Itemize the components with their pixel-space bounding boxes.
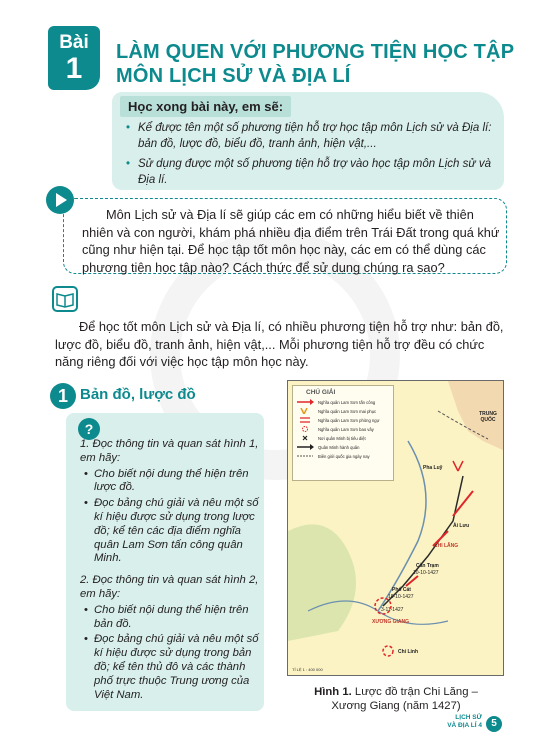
map-label-can-tram: Cần Trạm xyxy=(416,563,439,569)
march-arrow-icon xyxy=(296,444,314,450)
map-label-ai-luu: Ải Lưu xyxy=(453,523,470,529)
start-hand-icon xyxy=(46,186,74,214)
map-label-xuong-giang: XƯƠNG GIANG xyxy=(372,619,410,625)
border-line-icon xyxy=(296,453,314,459)
siege-icon xyxy=(296,426,314,432)
question-2-sub: • Cho biết nội dung thể hiện trên bản đồ. xyxy=(80,604,262,632)
section-title: Bản đồ, lược đồ xyxy=(80,386,196,403)
title-line-1: LÀM QUEN VỚI PHƯƠNG TIỆN HỌC TẬP xyxy=(116,41,515,63)
battle-map xyxy=(287,380,504,676)
question-1-sub: • Đọc bảng chú giải và nêu một số kí hiệu được sử dụng trong lược đồ; kể tên các địa điểm nghĩa quân Lam Sơn tấn công quân Minh. xyxy=(80,497,262,566)
lesson-number: 1 xyxy=(65,52,83,85)
question-1-sub: • Cho biết nội dung thể hiện trên lược đồ. xyxy=(80,468,262,496)
map-label-pho-cat-date: 18-10-1427 xyxy=(388,594,414,600)
objectives-list xyxy=(126,120,492,192)
map-scale: TỈ LỆ 1 : 400 000 xyxy=(292,667,323,672)
legend-row: Nghĩa quân Lam Sơn bao vây xyxy=(296,426,390,432)
destroyed-cross-icon xyxy=(296,435,314,441)
legend-row: Nghĩa quân Lam Sơn tấn công xyxy=(296,399,390,405)
figure-caption xyxy=(298,686,494,713)
legend-row: Nghĩa quân Lam Sơn mai phục xyxy=(296,408,390,414)
map-label-chi-linh: Chí Linh xyxy=(398,649,418,655)
lesson-badge xyxy=(48,26,100,90)
objective-item: • Sử dụng được một số phương tiện hỗ trợ vào học tập môn Lịch sử và Địa lí. xyxy=(126,156,492,188)
map-label-pho-cat: Phố Cát xyxy=(392,587,411,593)
legend-row: Nghĩa quân Lam Sơn phòng ngự xyxy=(296,417,390,423)
map-label-trung-quoc: TRUNG QUỐC xyxy=(479,411,497,423)
lesson-title xyxy=(116,40,516,88)
intro-paragraph: Để học tốt môn Lịch sử và Địa lí, có nhiều phương tiện hỗ trợ như: bản đồ, lược đồ, biểu đồ, tranh ảnh, hiện vật,... Mỗi phương tiện hỗ trợ đều có chức năng riêng đối với việc học tập môn học này. xyxy=(55,319,504,369)
defense-icon xyxy=(296,417,314,423)
attack-arrow-icon xyxy=(296,399,314,405)
map-label-date-3: 3-11-1427 xyxy=(381,607,404,613)
map-label-can-tram-date: 10-10-1427 xyxy=(413,570,439,576)
legend-row: Quân Minh hành quân xyxy=(296,444,390,450)
ambush-icon xyxy=(296,408,314,414)
questions-content xyxy=(80,438,262,704)
lesson-word: Bài xyxy=(59,32,89,53)
question-1: 1. Đọc thông tin và quan sát hình 1, em hãy: xyxy=(80,438,259,464)
page-number: 5 xyxy=(486,716,502,732)
start-activity-text: Môn Lịch sử và Địa lí sẽ giúp các em có những hiểu biết về thiên nhiên và con người, khám phá nhiều địa điểm trên Trái Đất trong quá khứ cũng như hiện tại. Để học tập tốt môn học này, các em có thể dùng các phương tiện học tập nào? Cách thức để sử dụng chúng ra sao? xyxy=(82,207,500,275)
subject-footer: LỊCH SỬ VÀ ĐỊA LÍ 4 xyxy=(447,714,482,729)
question-2: 2. Đọc thông tin và quan sát hình 2, em hãy: xyxy=(80,574,259,600)
legend-row: Biên giới quốc gia ngày nay xyxy=(296,453,390,459)
title-line-2: MÔN LỊCH SỬ VÀ ĐỊA LÍ xyxy=(116,65,351,87)
question-mark-icon: ? xyxy=(78,418,100,440)
map-label-pha-luy: Pha Luỹ xyxy=(423,465,443,471)
legend-title: CHÚ GIẢI xyxy=(306,389,336,396)
caption-label: Hình 1. xyxy=(314,686,352,698)
objective-item: • Kể được tên một số phương tiện hỗ trợ học tập môn Lịch sử và Địa lí: bản đồ, lược đồ, biểu đồ, tranh ảnh, hiện vật,... xyxy=(126,120,492,152)
legend-row: Nơi quân Minh bị tiêu diệt xyxy=(296,435,390,441)
objectives-heading: Học xong bài này, em sẽ: xyxy=(120,96,291,117)
map-label-chi-lang: CHI LĂNG xyxy=(434,543,459,549)
question-2-sub: • Đọc bảng chú giải và nêu một số kí hiệu được sử dụng trong bản đồ; kể tên thủ đô và các thành phố trực thuộc Trung ương của Việt Nam. xyxy=(80,633,262,702)
map-legend xyxy=(292,385,394,481)
open-book-icon xyxy=(52,286,78,312)
caption-text: Lược đồ trận Chi Lăng – Xương Giang (năm 1427) xyxy=(331,686,478,712)
objectives-box xyxy=(112,92,504,190)
section-number: 1 xyxy=(50,383,76,409)
